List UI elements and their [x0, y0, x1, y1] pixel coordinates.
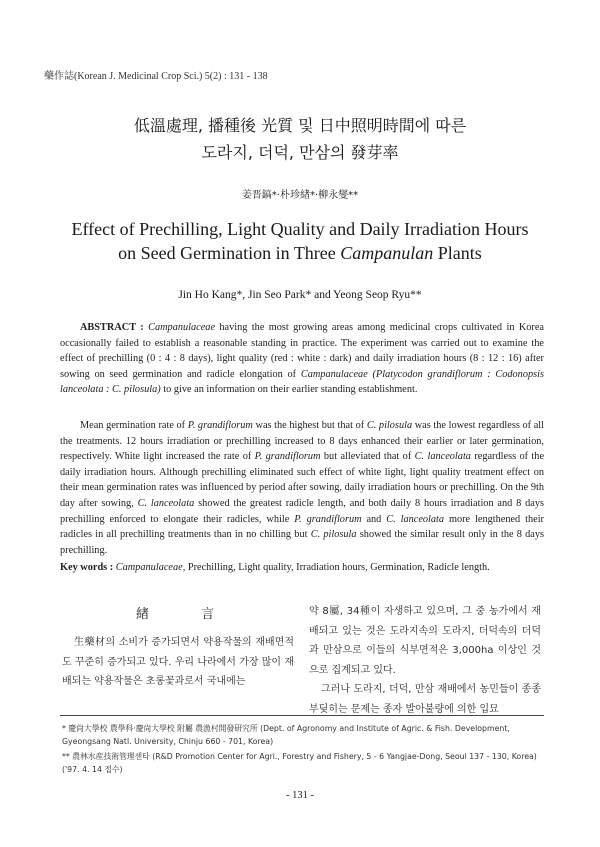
intro-right-para-1: 약 8屬, 34種이 자생하고 있으며, 그 중 농가에서 재배되고 있는 것은 도라지속의 도라지, 더덕속의 더덕과 만삼으로 이들의 식부면적은 3,000ha 이상인 것으로 집계되고 있다.: [309, 606, 541, 676]
abstract-italic-2: Campanulaceae (Platycodon grandiflorum : Codonopsis lanceolata : C. pilosula): [60, 368, 544, 396]
keywords-list: Prechilling, Light quality, Irradiation hours, Germination, Radicle length.: [187, 562, 490, 573]
abstract-text-1: having the most growing areas among medicinal crops cultivated in Korea occasionally failed to establish a reasonable standing in practice. The experiment was carried out to examine the effect of prechilling (0 : 4 : 8 days), light quality (red : white : dark) and daily irradiation hours (8 : 12 : 16) after sowing on seed germination and radicle elongation of: [60, 322, 544, 380]
abstract-italic-1: Campanulaceae: [148, 322, 216, 333]
p2-text: was the highest but that of: [255, 420, 365, 431]
running-head: 藥作誌(Korean J. Medicinal Crop Sci.) 5(2) : 131 - 138: [44, 71, 268, 82]
korean-title-line2: 도라지, 더덕, 만삼의 發芽率: [201, 143, 399, 162]
p2-text: showed the similar result only in the 8 days prechilling.: [60, 529, 545, 556]
title-italic: Campanulan: [340, 243, 434, 263]
p2-species: C. lanceolata: [137, 497, 195, 509]
p2-species: C. lanceolata: [386, 513, 445, 525]
page-number: - 131 -: [286, 790, 314, 801]
introduction-heading: 緖 言: [136, 607, 239, 622]
abstract-paragraph-2: [60, 418, 544, 558]
p2-text: more lengthened their radicles in all prechilling treatments than in no chilling but: [60, 513, 544, 541]
p2-species: C. pilosula: [366, 420, 413, 431]
footnote-2: ** 農林水産技術管理센타 (R&D Promotion Center for Agri., Forestry and Fishery, 5 - 6 Yangjae-Dong, Seoul 137 - 130, Korea) ('97. 4. 14 접수): [62, 752, 537, 774]
footnote-divider: [60, 715, 544, 716]
p2-species: C. pilosula: [310, 529, 357, 541]
korean-title-line1: 低溫處理, 播種後 光質 및 日中照明時間에 따른: [133, 116, 467, 135]
p2-text: was the lowest regardless of all the treatments. 12 hours irradiation or prechilling increased to 8 days enhanced their earlier or later germination, respectively. White light increased the rate of: [60, 420, 545, 463]
intro-right-para-2: 그러나 도라지, 더덕, 만삼 재배에서 농민들이 종종 부딪히는 문제는 종자 발아불량에 의한 입묘: [309, 684, 541, 715]
p2-text: but alleviated that of: [323, 451, 412, 463]
korean-authors: 姜晋鎬*·朴珍緖*·柳永燮**: [241, 190, 359, 201]
p2-species: C. lanceolata: [414, 451, 471, 463]
abstract-text-2: to give an information on their earlier standing establishment.: [163, 384, 418, 396]
intro-right-column: [309, 602, 541, 720]
footnote-1: * 慶尙大學校 農學科·慶尙大學校 附屬 農漁村開發研究所 (Dept. of Agronomy and Institute of Agric. & Fish. Development, Gyeongsang Natl. University, Chinju 660 - 701, Korea): [62, 724, 510, 746]
keywords-label: Key words :: [60, 562, 114, 573]
p2-text: and: [366, 513, 382, 525]
title-suffix: Plants: [437, 243, 482, 263]
p2-species: P. grandiflorum: [254, 451, 321, 463]
intro-left-column: 生藥材의 소비가 증가되면서 약용작물의 재배면적도 꾸준히 증가되고 있다. 우리 나라에서 가장 많이 재배되는 약용작물은 초롱꽃과로서 국내에는: [62, 637, 294, 688]
p2-species: P. grandiflorum: [187, 420, 253, 431]
p2-text: regardless of the daily irradiation hours. Although prechilling eliminated such effect of white light, light quality treatment effect on their mean germination rates was influenced by period after sowing, daily irradiation hours or prechilling. On the 9th day after sowing,: [60, 451, 545, 509]
english-title-line1: Effect of Prechilling, Light Quality and Daily Irradiation Hours: [71, 219, 529, 239]
keywords-italic: Campanulaceae,: [115, 562, 186, 573]
p2-text: showed the greatest radicle length, and both daily 8 hours irradiation and 8 days prechilling enforced to elongate their radicles, while: [60, 497, 545, 525]
abstract-label: ABSTRACT :: [80, 322, 144, 333]
p2-species: P. grandiflorum: [294, 513, 362, 525]
title-prefix: on Seed Germination in Three: [118, 243, 336, 263]
english-authors: Jin Ho Kang*, Jin Seo Park* and Yeong Seop Ryu**: [178, 289, 422, 301]
abstract: [60, 320, 544, 398]
english-title-line2: [0, 243, 600, 264]
p2-text: Mean germination rate of: [80, 420, 186, 431]
keywords: [60, 562, 550, 573]
